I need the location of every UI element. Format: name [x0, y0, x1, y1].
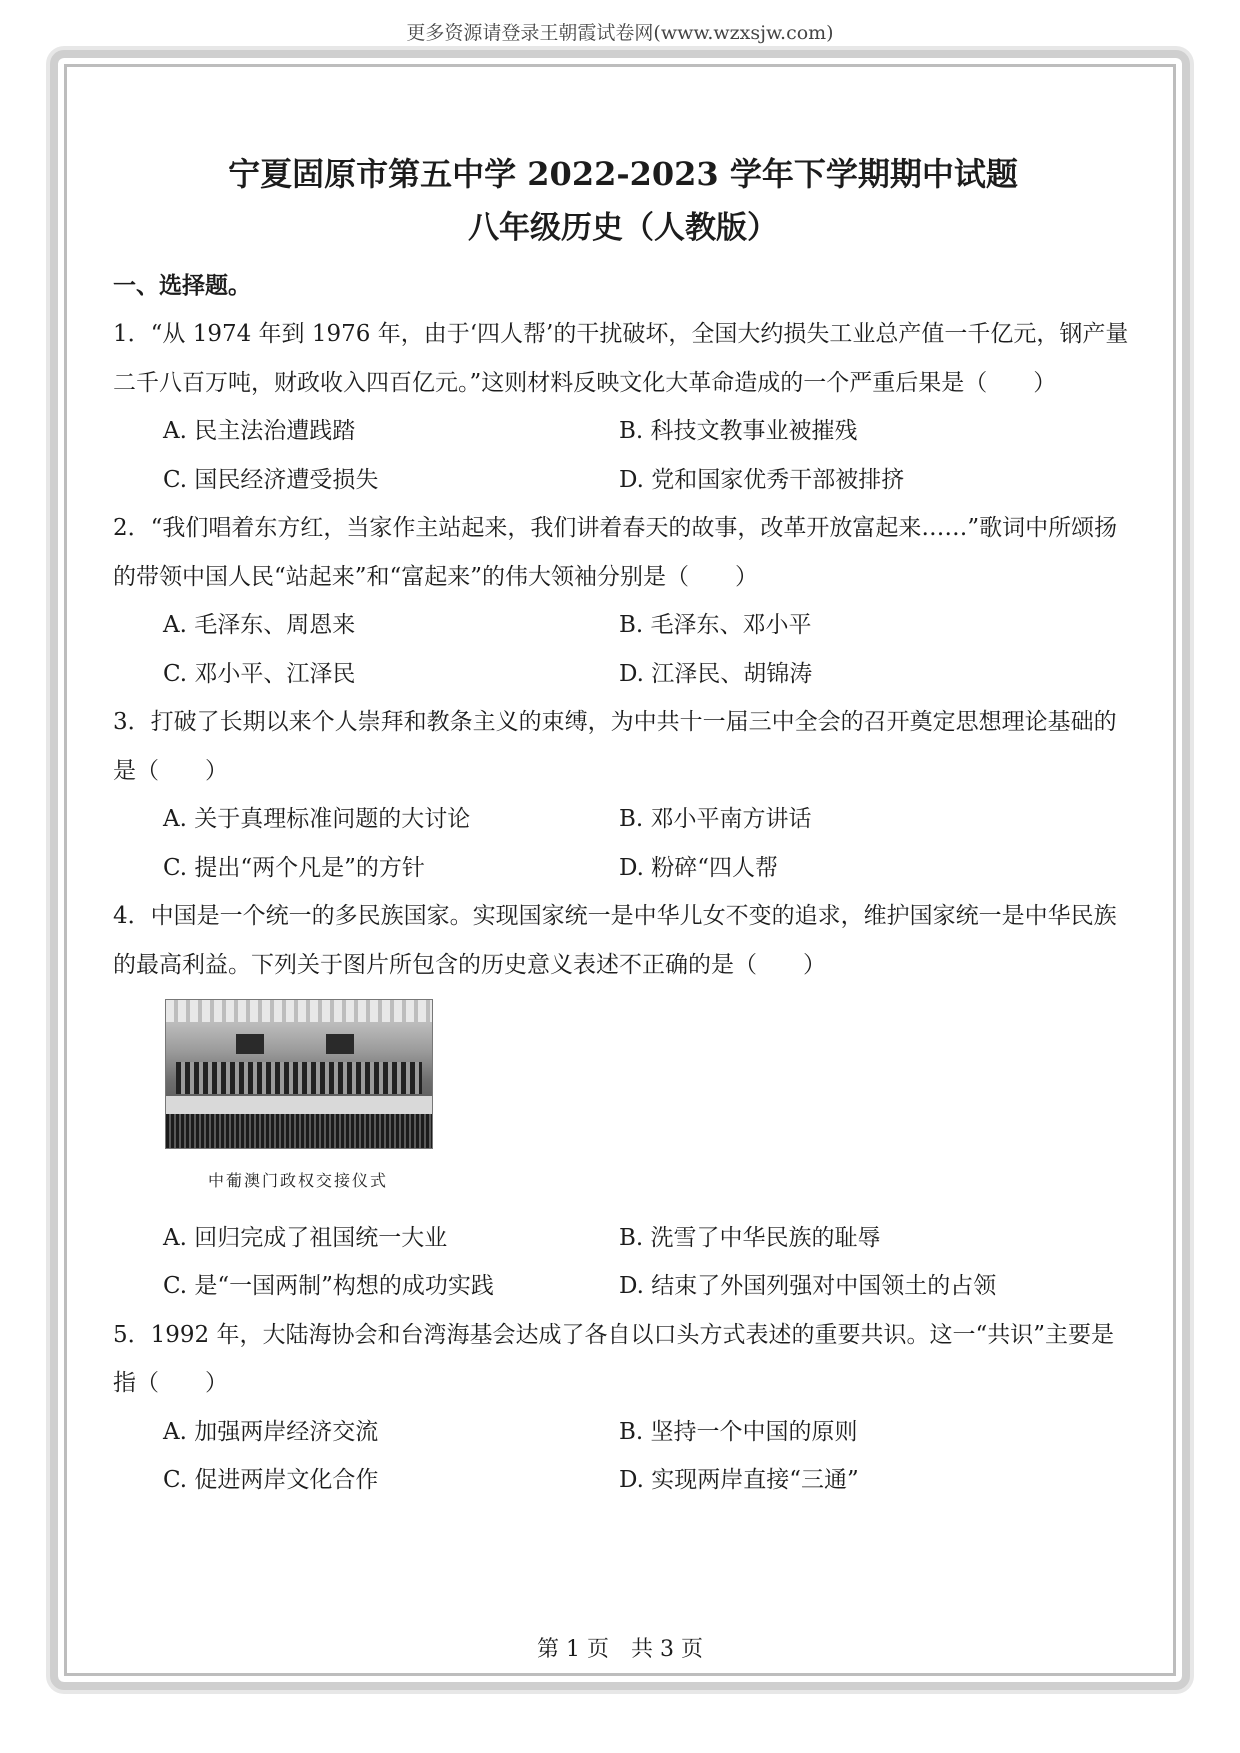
option-d[interactable]: D. 结束了外国列强对中国领土的占领 [619, 1273, 997, 1299]
exam-subtitle: 八年级历史（人教版） [468, 210, 778, 246]
question-2 [113, 504, 1133, 698]
option-b[interactable]: B. 坚持一个中国的原则 [619, 1418, 858, 1445]
flag-left [236, 1034, 264, 1054]
page-footer: 第 1 页 共 3 页 [537, 1637, 703, 1662]
options [113, 1214, 1133, 1311]
hall-ceiling [166, 1000, 432, 1022]
option-a[interactable]: A. 回归完成了祖国统一大业 [163, 1224, 448, 1251]
option-b[interactable]: B. 邓小平南方讲话 [619, 806, 812, 832]
option-c[interactable]: C. 是“一国两制”构想的成功实践 [163, 1273, 494, 1299]
option-c[interactable]: C. 邓小平、江泽民 [163, 660, 356, 687]
question-stem: 4．中国是一个统一的多民族国家。实现国家统一是中华儿女不变的追求，维护国家统一是中华民族的最高利益。下列关于图片所包含的历史意义表述不正确的是（ ） [113, 903, 1117, 978]
section-header: 一、选择题。 [113, 272, 251, 299]
question-3 [113, 698, 1133, 892]
option-d[interactable]: D. 实现两岸直接“三通” [619, 1467, 859, 1493]
options [113, 795, 1133, 892]
options [113, 601, 1133, 698]
option-d[interactable]: D. 党和国家优秀干部被排挤 [619, 466, 905, 493]
option-a[interactable]: A. 关于真理标准问题的大讨论 [163, 806, 471, 832]
option-d[interactable]: D. 粉碎“四人帮 [619, 854, 779, 881]
audience-crowd [166, 1114, 432, 1148]
top-banner: 更多资源请登录王朝霞试卷网(www.wzxsjw.com) [406, 22, 834, 44]
question-1 [113, 310, 1133, 504]
stage-row [176, 1062, 422, 1094]
flag-right [326, 1034, 354, 1054]
option-c[interactable]: C. 国民经济遭受损失 [163, 466, 379, 493]
option-b[interactable]: B. 毛泽东、邓小平 [619, 612, 812, 638]
figure-caption: 中葡澳门政权交接仪式 [207, 1171, 388, 1190]
option-d[interactable]: D. 江泽民、胡锦涛 [619, 660, 813, 687]
options [113, 407, 1133, 504]
question-stem: 3．打破了长期以来个人崇拜和教条主义的束缚，为中共十一届三中全会的召开奠定思想理论基础的是（ ） [113, 709, 1117, 784]
option-a[interactable]: A. 加强两岸经济交流 [163, 1418, 379, 1445]
ceremony-photo [165, 999, 433, 1149]
question-stem: 2．“我们唱着东方红，当家作主站起来，我们讲着春天的故事，改革开放富起来……”歌词中所颂扬的带领中国人民“站起来”和“富起来”的伟大领袖分别是（ ） [113, 515, 1118, 590]
exam-title: 宁夏固原市第五中学 2022-2023 学年下学期期中试题 [228, 155, 1018, 193]
option-c[interactable]: C. 提出“两个凡是”的方针 [163, 854, 425, 881]
question-5 [113, 1311, 1133, 1505]
option-b[interactable]: B. 科技文教事业被摧残 [619, 418, 858, 444]
hall-floor [166, 1096, 432, 1116]
exam-content [113, 140, 1133, 1505]
option-c[interactable]: C. 促进两岸文化合作 [163, 1467, 379, 1493]
question-stem: 5．1992 年，大陆海协会和台湾海基会达成了各自以口头方式表述的重要共识。这一“共识”主要是指（ ） [113, 1321, 1114, 1396]
options [113, 1408, 1133, 1505]
question-figure [113, 999, 1133, 1206]
option-b[interactable]: B. 洗雪了中华民族的耻辱 [619, 1224, 881, 1251]
option-a[interactable]: A. 毛泽东、周恩来 [163, 612, 356, 638]
option-a[interactable]: A. 民主法治遭践踏 [163, 418, 356, 444]
question-4 [113, 892, 1133, 1311]
question-stem: 1．“从 1974 年到 1976 年，由于‘四人帮’的干扰破坏，全国大约损失工业总产值一千亿元，钢产量二千八百万吨，财政收入四百亿元。”这则材料反映文化大革命造成的一个严重后果是（ ） [113, 321, 1129, 396]
